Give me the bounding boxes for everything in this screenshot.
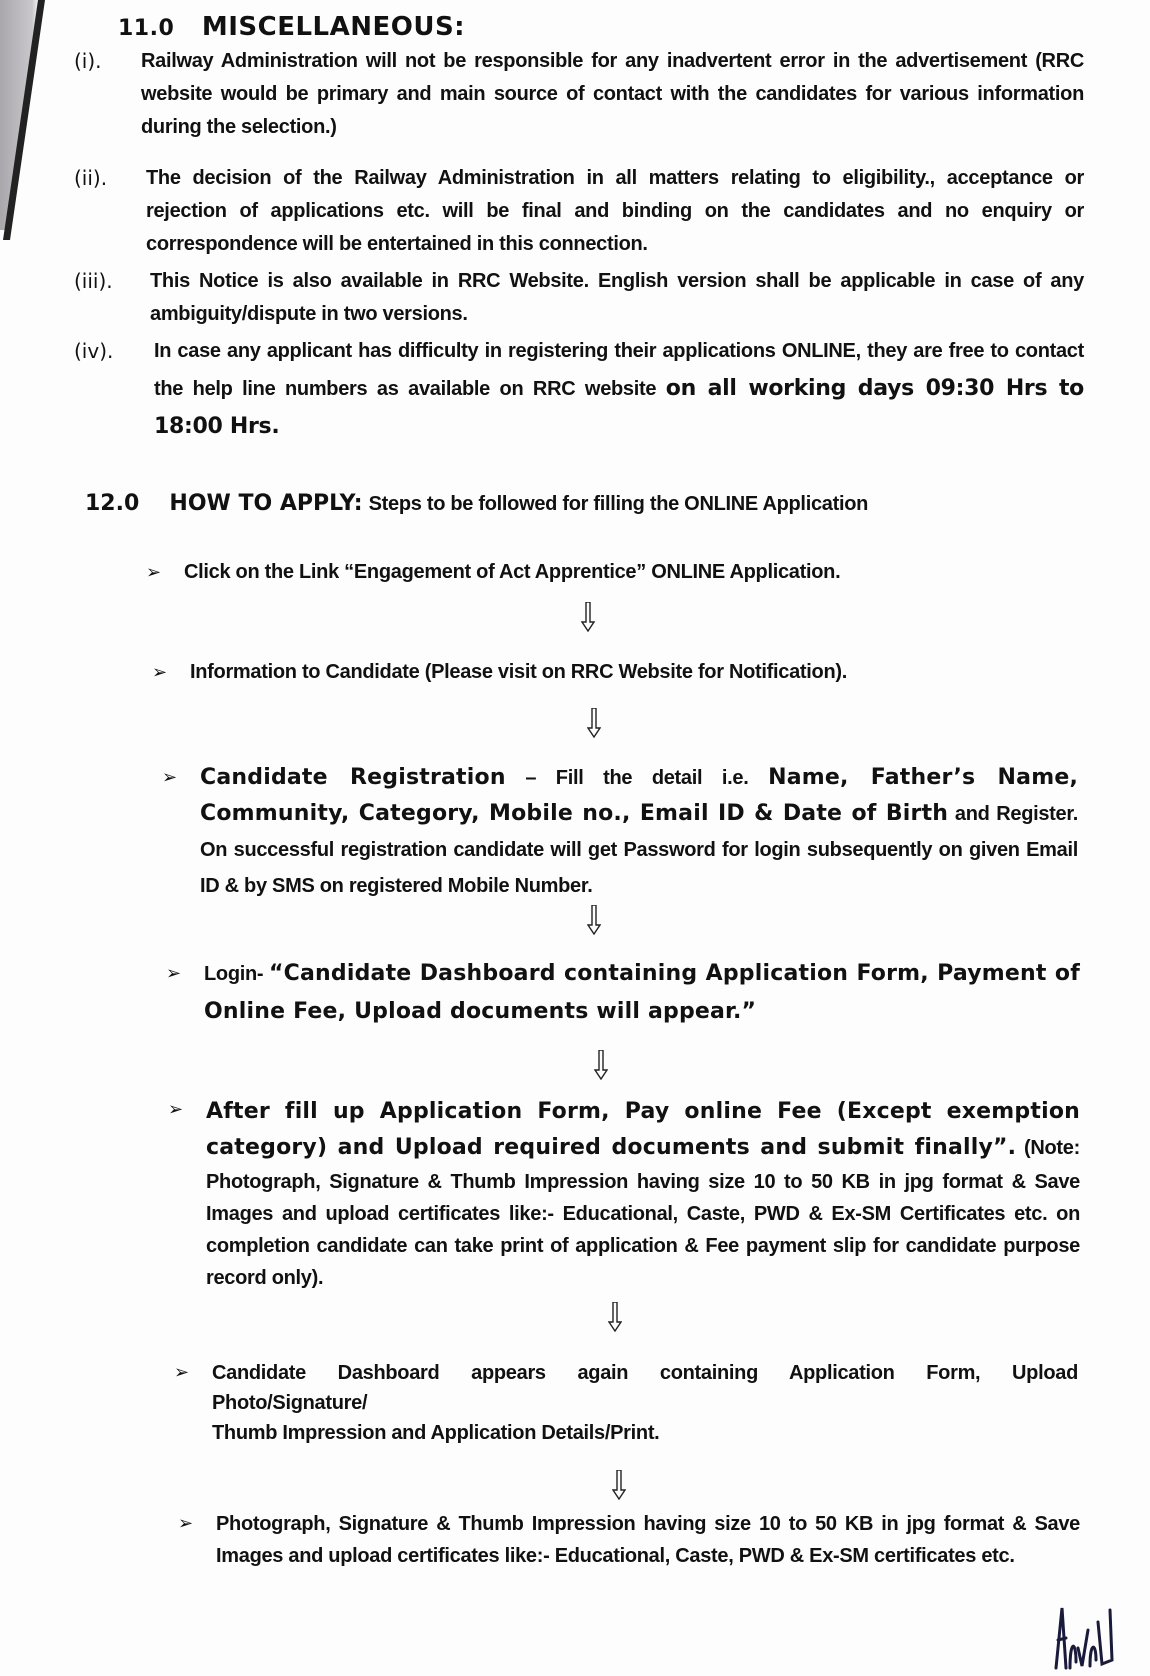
- misc-item-1: [74, 45, 1084, 144]
- section-11-heading: [118, 12, 465, 42]
- step-5-pay-fee-upload: [168, 1094, 1080, 1294]
- step-tail: and Register. On successful registration candidate will get Password for login subsequently on given Email ID & by SMS on registered Mobile Number.: [200, 803, 1079, 897]
- item-label: (iii).: [74, 269, 113, 293]
- step-text: Information to Candidate (Please visit on RRC Website for Notification).: [190, 661, 847, 683]
- bullet-arrow-icon: ➢: [166, 963, 181, 984]
- helpline-hours: on all working days 09:30 Hrs to 18:00 Hrs.: [154, 376, 1084, 439]
- bullet-arrow-icon: ➢: [162, 767, 177, 788]
- step-line-1: Candidate Dashboard appears again containing Application Form, Upload: [212, 1362, 1078, 1384]
- step-line-2: Photo/Signature/: [212, 1392, 368, 1414]
- step-3-candidate-registration: [162, 760, 1079, 904]
- step-note: (Note: Photograph, Signature & Thumb Impression having size 10 to 50 KB in jpg format & Save Images and upload certificates like:- Educational, Caste, PWD & Ex-SM Certificates etc. on completion candidate can take print of application & Fee payment slip for candidate purpose record only).: [206, 1137, 1080, 1289]
- down-arrow-icon: [612, 1470, 624, 1496]
- step-mid: – Fill the detail i.e.: [505, 767, 769, 789]
- bullet-arrow-icon: ➢: [146, 562, 161, 583]
- down-arrow-icon: [587, 905, 599, 931]
- misc-item-2: [74, 162, 1084, 261]
- step-1: [146, 556, 1084, 589]
- step-2: [152, 656, 1090, 689]
- section-12-title: HOW TO APPLY:: [169, 491, 363, 516]
- step-text: Click on the Link “Engagement of Act Apprentice” ONLINE Application.: [184, 561, 841, 583]
- item-text: The decision of the Railway Administration in all matters relating to eligibility., acceptance or rejection of applications etc. will be final and binding on the candidates and no enquiry or correspondence will be entertained in this connection.: [146, 167, 1084, 255]
- item-label: (iv).: [74, 339, 114, 363]
- section-11-number: 11.0: [118, 16, 175, 41]
- handwritten-signature: [1050, 1600, 1120, 1671]
- item-text: In case any applicant has difficulty in registering their applications ONLINE, they are free to contact the help line numbers as available on RRC website: [154, 340, 1084, 400]
- step-6-dashboard-again: [174, 1358, 1078, 1448]
- misc-item-3: [74, 265, 1084, 331]
- dashboard-quote: “Candidate Dashboard containing Application Form, Payment of Online Fee, Upload documents will appear.”: [204, 961, 1080, 1024]
- bullet-arrow-icon: ➢: [168, 1099, 183, 1120]
- section-12-number: 12.0: [85, 491, 140, 516]
- section-12-heading: [85, 490, 868, 516]
- step-lead: Login-: [204, 963, 269, 985]
- item-label: (i).: [74, 49, 102, 73]
- item-label: (ii).: [74, 166, 108, 190]
- step-lead: Candidate Registration: [200, 765, 506, 790]
- step-text: Photograph, Signature & Thumb Impression having size 10 to 50 KB in jpg format & Save Images and upload certificates like:- Educational, Caste, PWD & Ex-SM certificates etc.: [216, 1513, 1080, 1567]
- registration-fields: Name, Father’s Name, Community, Category, Mobile no., Email ID & Date of Birth: [200, 765, 1078, 826]
- down-arrow-icon: [587, 708, 599, 734]
- section-11-title: MISCELLANEOUS:: [201, 12, 466, 42]
- bullet-arrow-icon: ➢: [178, 1513, 193, 1534]
- down-arrow-icon: [594, 1050, 606, 1076]
- down-arrow-icon: [608, 1302, 620, 1328]
- misc-item-4: [74, 333, 1084, 446]
- step-7-photo-upload: [178, 1508, 1080, 1572]
- step-4-login: [166, 955, 1080, 1031]
- bullet-arrow-icon: ➢: [174, 1362, 189, 1383]
- down-arrow-icon: [581, 602, 593, 628]
- step-line-3: Thumb Impression and Application Details/Print.: [212, 1422, 660, 1444]
- step-quote: After fill up Application Form, Pay online Fee (Except exemption category) and Upload required documents and submit finally”.: [206, 1099, 1080, 1160]
- section-12-subtitle: Steps to be followed for filling the ONLINE Application: [368, 493, 869, 515]
- bullet-arrow-icon: ➢: [152, 662, 167, 683]
- item-text: Railway Administration will not be responsible for any inadvertent error in the advertisement (RRC website would be primary and main source of contact with the candidates for various information during the selection.): [141, 50, 1084, 138]
- item-text: This Notice is also available in RRC Website. English version shall be applicable in case of any ambiguity/dispute in two versions.: [150, 270, 1084, 325]
